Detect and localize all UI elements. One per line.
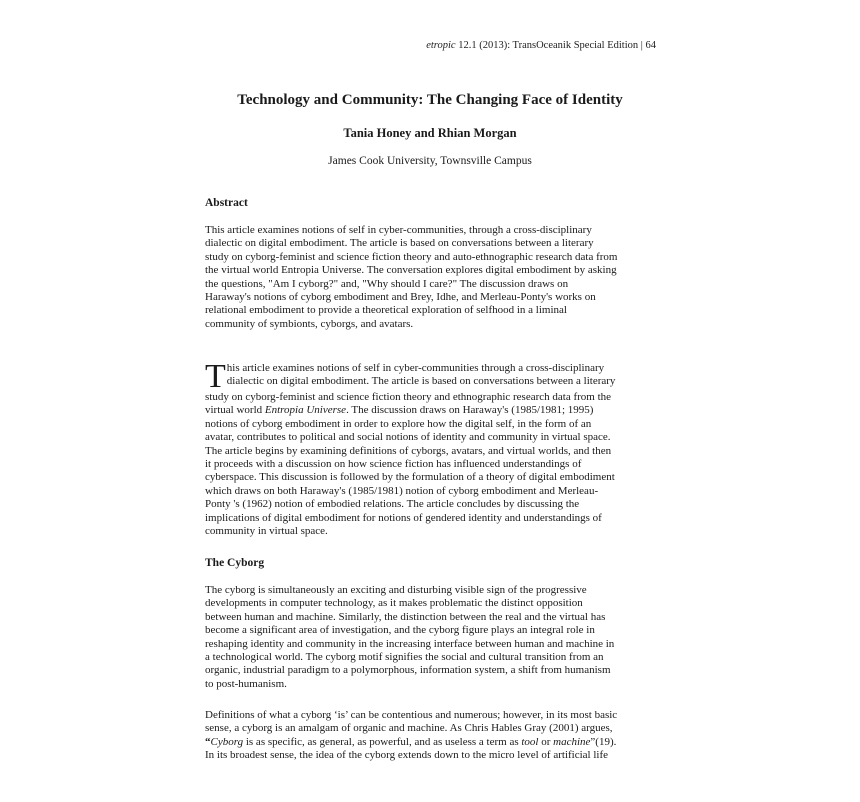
abstract-line: dialectic on digital embodiment. The article is based on conversations between a literary: [205, 237, 594, 250]
intro-italic: Entropia Universe: [264, 404, 347, 417]
body-line: In its broadest sense, the idea of the cyborg extends down to the micro level of artificial life: [205, 749, 609, 762]
abstract-body: [205, 224, 655, 331]
body-line: sense, a cyborg is an amalgam of organic and machine. As Chris Hables Gray (2001) argues,: [205, 722, 613, 735]
affiliation: James Cook University, Townsville Campus: [328, 155, 532, 167]
body-line: to post-humanism.: [205, 677, 287, 690]
abstract-line: community of symbionts, cyborgs, and avatars.: [205, 317, 414, 330]
body-line: between human and machine. Similarly, the distinction between the real and the virtual has: [205, 610, 606, 623]
intro-line: it proceeds with a discussion on how science fiction has influenced understandings of: [205, 458, 582, 471]
body-line: a technological world. The cyborg motif signifies the social and cultural transition from an: [205, 651, 604, 664]
intro-line: his article examines notions of self in cyber-communities through a cross-disciplinary: [226, 362, 605, 374]
body-line: [205, 736, 655, 749]
intro-line: study on cyborg-feminist and science fiction theory and ethnographic research data from the: [205, 391, 612, 403]
drop-cap: T: [205, 358, 226, 395]
body-line: reshaping identity and community in the increasing interface between human and machine in: [205, 637, 615, 650]
cyborg-paragraph-2: [205, 709, 655, 763]
abstract-line: relational embodiment to provide a theoretical exploration of selfhood in a liminal: [205, 304, 567, 317]
running-header: [426, 40, 656, 51]
abstract-line: the questions, "Am I cyborg?" and, "Why should I care?" The discussion draws on: [205, 277, 569, 290]
body-text: is as specific, as general, as powerful, and as useless a term as: [243, 735, 522, 748]
body-line: The cyborg is simultaneously an exciting and disturbing visible sign of the progressive: [205, 584, 587, 596]
intro-text: . The discussion draws on Haraway's (1985/1981; 1995): [346, 404, 594, 417]
cyborg-paragraph-1: [205, 584, 655, 691]
body-line: become a significant area of investigation, and the cyborg figure plays an integral role in: [205, 624, 595, 637]
intro-line: dialectic on digital embodiment. The article is based on conversations between a literary: [226, 375, 616, 388]
intro-line: implications of digital embodiment for notions of gendered identity and understandings of: [205, 511, 602, 524]
intro-line: notions of cyborg embodiment in order to explore how the digital self, in the form of an: [205, 417, 592, 430]
body-text: ”(19).: [590, 735, 617, 748]
authors: Tania Honey and Rhian Morgan: [343, 126, 517, 140]
abstract-line: This article examines notions of self in cyber-communities, through a cross-disciplinary: [205, 224, 592, 236]
intro-line: Ponty 's (1962) notion of embodied relations. The article concludes by discussing the: [205, 498, 580, 511]
abstract-line: the virtual world Entropia Universe. The conversation explores digital embodiment by asking: [205, 264, 617, 277]
intro-line: community in virtual space.: [205, 525, 328, 538]
intro-line: which draws on both Haraway's (1985/1981) notion of cyborg embodiment and Merleau-: [205, 484, 599, 497]
intro-text: virtual world: [205, 404, 265, 417]
italic-term: machine: [553, 735, 591, 748]
abstract-heading: Abstract: [205, 197, 248, 209]
body-line: organic, industrial paradigm to a polymorphous, information system, a shift from humanism: [205, 664, 611, 677]
intro-line: [205, 404, 655, 417]
body-line: developments in computer technology, as it makes problematic the distinct opposition: [205, 597, 583, 610]
cyborg-heading: The Cyborg: [205, 557, 265, 569]
intro-paragraph: [205, 358, 655, 538]
intro-line: cyberspace. This discussion is followed by the formulation of a theory of digital embodiment: [205, 471, 615, 484]
abstract-line: Haraway's notions of cyborg embodiment and Brey, Idhe, and Merleau-Ponty's works on: [205, 291, 596, 304]
body-text: or: [538, 735, 554, 748]
journal-name: etropic: [426, 40, 456, 51]
abstract-line: study on cyborg-feminist and science fiction theory and auto-ethnographic research data from: [205, 250, 618, 263]
open-quote: “: [205, 735, 211, 748]
issue-info: 12.1 (2013): TransOceanik Special Edition | 64: [455, 40, 656, 51]
intro-line: avatar, contributes to political and social notions of identity and community in virtual space.: [205, 431, 611, 444]
italic-term: tool: [521, 735, 539, 748]
intro-line: The article begins by examining definitions of cyborgs, avatars, and virtual worlds, and then: [205, 444, 612, 457]
body-line: Definitions of what a cyborg ‘is’ can be contentious and numerous; however, in its most basic: [205, 709, 618, 721]
article-title: Technology and Community: The Changing Face of Identity: [237, 92, 623, 108]
italic-term: Cyborg: [210, 735, 244, 748]
